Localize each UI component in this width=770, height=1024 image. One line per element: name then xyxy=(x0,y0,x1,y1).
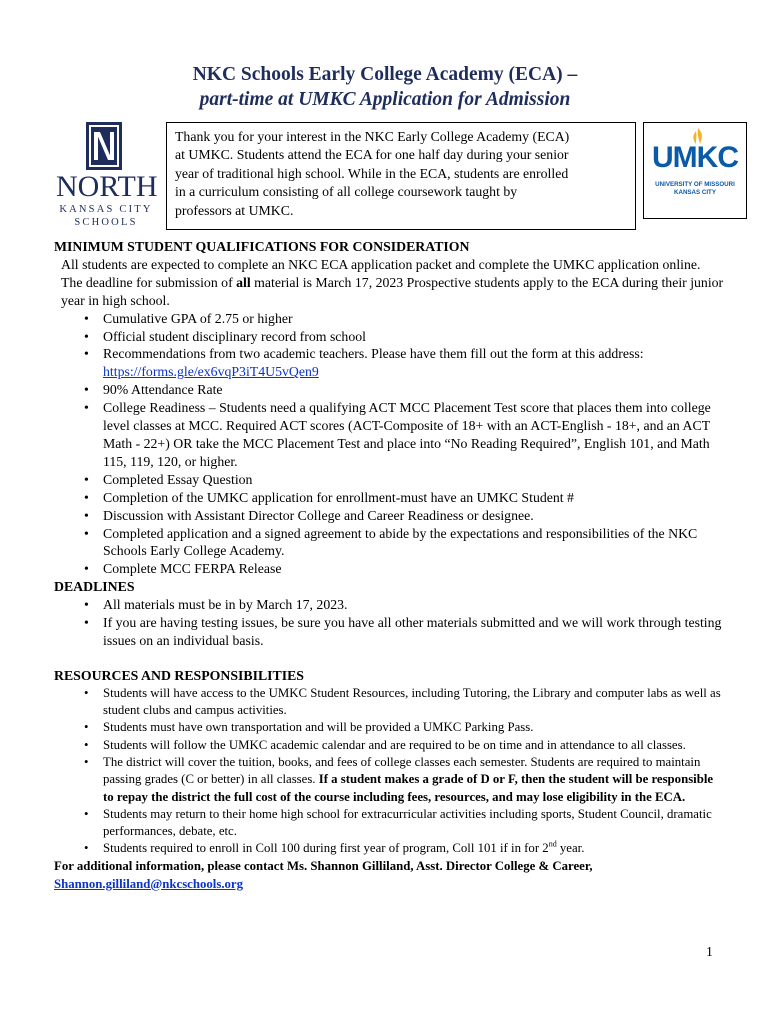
list-item xyxy=(54,345,724,381)
north-logo-word: NORTH xyxy=(56,170,158,203)
north-logo-subtitle-1: KANSAS CITY xyxy=(59,204,153,215)
umkc-logo-subtitle-2: KANSAS CITY xyxy=(674,189,716,196)
list-item: • Completed application and a signed agreement to abide by the expectations and responsibilities of the NKC Schools Early College Academy. xyxy=(54,525,724,561)
title-line-1: NKC Schools Early College Academy (ECA) – xyxy=(192,64,578,85)
list-item: • Cumulative GPA of 2.75 or higher xyxy=(54,310,724,328)
list-item-text: year. xyxy=(556,841,585,856)
min-qualifications-heading: MINIMUM STUDENT QUALIFICATIONS FOR CONSIDERATION xyxy=(54,239,470,254)
list-item: • Complete MCC FERPA Release xyxy=(54,560,724,578)
list-item: • Official student disciplinary record from school xyxy=(54,328,724,346)
resources-heading: RESOURCES AND RESPONSIBILITIES xyxy=(54,667,304,683)
list-item: • If you are having testing issues, be sure you have all other materials submitted and we will work through testing issues on an individual basis. xyxy=(54,614,724,650)
list-item: • Students may return to their home high school for extracurricular activities including sports, Student Council, dramatic performances, debate, etc. xyxy=(54,806,724,841)
list-item: • Completed Essay Question xyxy=(54,471,724,489)
deadlines-list xyxy=(54,596,724,650)
north-logo-subtitle-2: SCHOOLS xyxy=(74,217,138,228)
north-emblem-icon xyxy=(86,122,122,170)
list-item-text: Recommendations from two academic teachers. Please have them fill out the form at this address: xyxy=(103,346,644,362)
para-text: material is March 17, 2023 Prospective students apply to the ECA during their junior year in high school. xyxy=(61,274,724,308)
list-item: • College Readiness – Students need a qualifying ACT MCC Placement Test score that places them into college level classes at MCC. Required ACT scores (ACT-Composite of 18+ with an ACT-English - 18+, and an ACT Math - 22+) OR take the MCC Placement Test and place into “No Reading Required”, English 101, and Math 115, 119, 120, or higher. xyxy=(54,399,724,471)
list-item: • All materials must be in by March 17, 2023. xyxy=(54,596,724,614)
north-kansas-city-schools-logo xyxy=(56,118,156,228)
page-number: 1 xyxy=(706,944,713,959)
intro-line: year of traditional high school. While in the ECA, students are enrolled xyxy=(175,165,569,181)
contact-email-link[interactable]: Shannon.gilliland@nkcschools.org xyxy=(54,876,243,891)
intro-line: Thank you for your interest in the NKC Early College Academy (ECA) xyxy=(175,129,570,144)
deadlines-heading: DEADLINES xyxy=(54,579,135,595)
intro-line: at UMKC. Students attend the ECA for one half day during your senior xyxy=(175,147,569,163)
document-body xyxy=(54,238,724,894)
list-item xyxy=(54,840,724,857)
umkc-logo xyxy=(643,122,747,219)
list-item xyxy=(54,754,724,806)
contact-info: For additional information, please contact Ms. Shannon Gilliland, Asst. Director College & Career, xyxy=(54,858,593,873)
list-item: • 90% Attendance Rate xyxy=(54,381,724,399)
umkc-logo-subtitle-1: UNIVERSITY OF MISSOURI xyxy=(655,181,735,188)
document-title xyxy=(0,62,770,112)
title-line-2: part-time at UMKC Application for Admission xyxy=(199,89,571,110)
para-text: All students are expected to complete an NKC ECA application packet and complete the UMKC application online. The deadline for submission of xyxy=(61,256,701,290)
min-qualifications-paragraph xyxy=(54,256,724,310)
intro-line: professors at UMKC. xyxy=(175,202,294,218)
intro-line: in a curriculum consisting of all college coursework taught by xyxy=(175,184,518,200)
list-item: • Discussion with Assistant Director College and Career Readiness or designee. xyxy=(54,507,724,525)
list-item: • Students will follow the UMKC academic calendar and are required to be on time and in attendance to all classes. xyxy=(54,737,724,754)
recommendation-form-link[interactable]: https://forms.gle/ex6vqP3iT4U5vQen9 xyxy=(103,364,319,380)
list-item-bold-text: If a student makes a grade of D or F, then the student will be responsible to repay the district the full cost of the course including fees, resources, and may lose eligibility in the ECA. xyxy=(103,772,714,804)
list-item: • Completion of the UMKC application for enrollment-must have an UMKC Student # xyxy=(54,489,724,507)
resources-list xyxy=(54,685,724,858)
superscript: nd xyxy=(548,840,557,850)
intro-box xyxy=(166,122,636,230)
para-bold-text: all xyxy=(236,274,251,290)
umkc-logo-word: UMKC xyxy=(652,141,738,174)
list-item-text: Students required to enroll in Coll 100 during first year of program, Coll 101 if in for 2 xyxy=(103,841,549,856)
qualifications-list xyxy=(54,310,724,579)
list-item: • Students will have access to the UMKC Student Resources, including Tutoring, the Library and computer labs as well as student clubs and campus activities. xyxy=(54,685,724,720)
list-item: • Students must have own transportation and will be provided a UMKC Parking Pass. xyxy=(54,719,724,736)
list-item-text: The district will cover the tuition, books, and fees of college classes each semester. Students are required to maintain passing grades (C or better) in all classes. xyxy=(103,754,701,787)
